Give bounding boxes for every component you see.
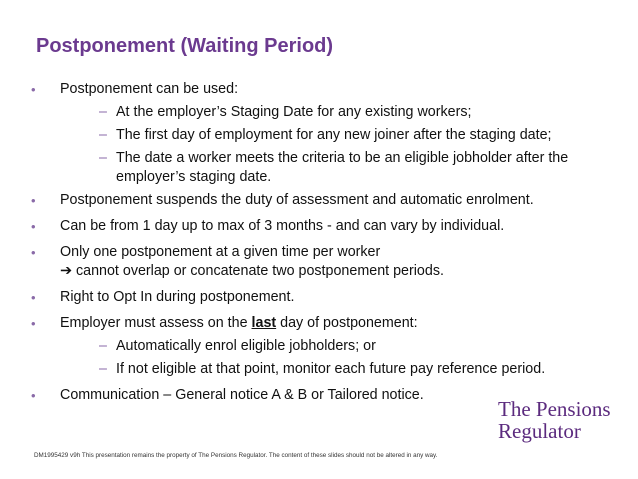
bullet-text: Postponement suspends the duty of assessment and automatic enrolment. xyxy=(60,192,534,208)
bullet-icon: • xyxy=(31,193,36,208)
bullet-item xyxy=(30,191,620,210)
bullet-item xyxy=(30,217,620,236)
sub-text: The first day of employment for any new joiner after the staging date; xyxy=(116,127,552,143)
sub-item xyxy=(60,360,620,379)
bullet-text: Communication – General notice A & B or Tailored notice. xyxy=(60,387,424,403)
bullet-item xyxy=(30,314,620,379)
bullet-icon: • xyxy=(31,388,36,403)
pensions-regulator-logo xyxy=(498,398,611,442)
bullet-emphasis: last xyxy=(251,315,277,331)
bullet-item xyxy=(30,80,620,187)
dash-icon: – xyxy=(99,338,107,354)
dash-icon: – xyxy=(99,361,107,377)
footer-disclaimer: DM1995429 v9h This presentation remains the property of The Pensions Regulator. The content of these slides should not be altered in any way. xyxy=(34,452,438,459)
bullet-item xyxy=(30,243,620,281)
bullet-text: Postponement can be used: xyxy=(60,81,239,97)
bullet-icon: • xyxy=(31,82,36,97)
sub-item xyxy=(60,337,620,356)
bullet-text-after: day of postponement: xyxy=(276,315,418,331)
sub-item xyxy=(60,103,620,122)
bullet-icon: • xyxy=(31,290,36,305)
bullet-text-line2: cannot overlap or concatenate two postponement periods. xyxy=(75,263,444,279)
bullet-item xyxy=(30,288,620,307)
bullet-list xyxy=(30,80,620,412)
sub-text: The date a worker meets the criteria to be an eligible jobholder after the employer’s staging date. xyxy=(116,150,569,185)
sub-text: At the employer’s Staging Date for any existing workers; xyxy=(116,104,472,120)
bullet-text: Right to Opt In during postponement. xyxy=(60,289,295,305)
logo-line-1: The Pensions xyxy=(498,397,611,421)
bullet-icon: • xyxy=(31,219,36,234)
dash-icon: – xyxy=(99,104,107,120)
sub-text: If not eligible at that point, monitor each future pay reference period. xyxy=(116,361,546,377)
sub-text: Automatically enrol eligible jobholders; or xyxy=(116,338,376,354)
dash-icon: – xyxy=(99,150,107,166)
arrow-icon: ➔ xyxy=(60,263,72,279)
bullet-text: Employer must assess on the xyxy=(60,315,252,331)
bullet-icon: • xyxy=(31,316,36,331)
sub-item xyxy=(60,126,620,145)
slide-title: Postponement (Waiting Period) xyxy=(36,35,334,57)
sub-item xyxy=(60,149,620,187)
bullet-text: Can be from 1 day up to max of 3 months - and can vary by individual. xyxy=(60,218,505,234)
logo-line-2: Regulator xyxy=(498,419,581,443)
dash-icon: – xyxy=(99,127,107,143)
bullet-continuation xyxy=(60,262,620,281)
bullet-text: Only one postponement at a given time per worker xyxy=(60,244,381,260)
bullet-icon: • xyxy=(31,245,36,260)
